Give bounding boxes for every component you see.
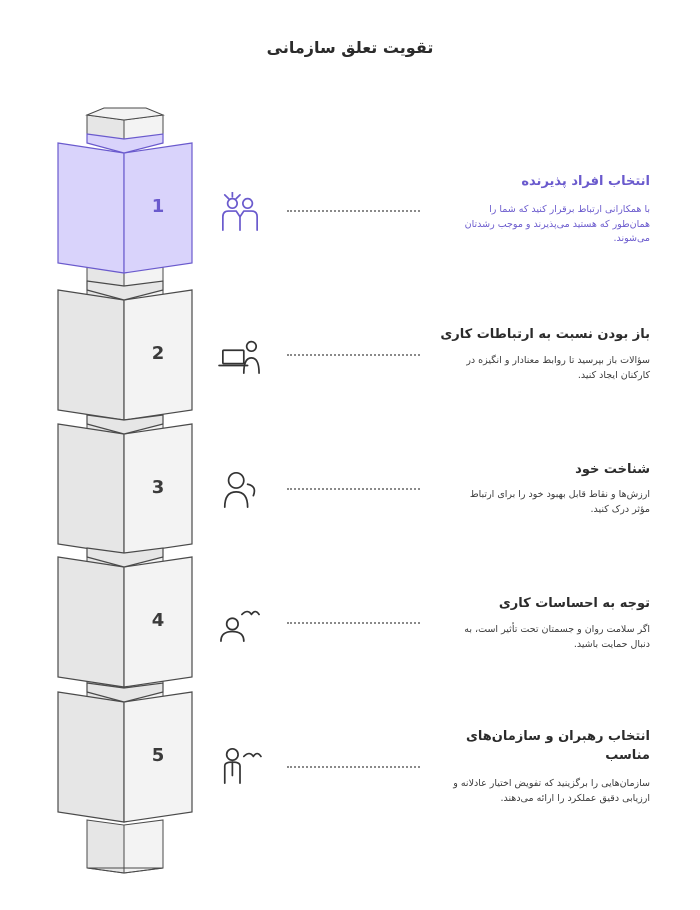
step-description: سؤالات باز بپرسید تا روابط معنادار و انگیزه در کارکنان ایجاد کنید. [466, 355, 650, 381]
step-description: اگر سلامت روان و جسمتان تحت تأثیر است، به دنبال حمایت باشید. [464, 624, 650, 650]
leader-line [287, 488, 420, 490]
box-1 [58, 134, 192, 273]
laptop-user-icon [218, 335, 262, 375]
step-description: سازمان‌هایی را برگزینید که تفویض اختیار عادلانه و ارزیابی دقیق عملکرد را ارائه می‌دهند. [453, 778, 650, 804]
box-2 [58, 281, 192, 420]
speaking-person-icon [218, 603, 262, 643]
box-face-left [58, 692, 124, 822]
box-face-left [58, 290, 124, 420]
leader-line [287, 210, 420, 212]
box-number: 3 [151, 477, 165, 498]
box-face-left [58, 143, 124, 273]
box-4 [58, 548, 192, 687]
step-description: با همکارانی ارتباط برقرار کنید که شما را همان‌طور که هستید می‌پذیرند و موجب رشدتان می‌شوند. [464, 204, 650, 245]
page-title: تقویت تعلق سازمانی [266, 38, 434, 57]
column-segment [124, 820, 163, 873]
leader-speaking-icon [218, 745, 262, 785]
step-title: انتخاب رهبران و سازمان‌های مناسب [465, 729, 650, 763]
box-number: 1 [151, 196, 165, 217]
step-description: ارزش‌ها و نقاط قابل بهبود خود را برای ارتباط مؤثر درک کنید. [469, 489, 650, 515]
step-title: انتخاب افراد پذیرنده [521, 174, 650, 189]
box-number: 2 [151, 343, 165, 364]
column-segment [87, 820, 124, 873]
self-reflection-icon [218, 469, 262, 509]
group-embrace-icon [218, 192, 262, 232]
leader-line [287, 354, 420, 356]
box-5 [58, 683, 192, 822]
box-face-left [58, 557, 124, 687]
box-layer [58, 134, 192, 822]
step-title: توجه به احساسات کاری [498, 596, 650, 611]
leader-line [287, 766, 420, 768]
box-face-left [58, 424, 124, 554]
box-3 [58, 415, 192, 554]
step-title: شناخت خود [575, 462, 650, 477]
box-number: 5 [151, 745, 165, 766]
leader-line [287, 622, 420, 624]
box-number: 4 [151, 610, 165, 631]
step-title: باز بودن نسبت به ارتباطات کاری [440, 327, 650, 342]
